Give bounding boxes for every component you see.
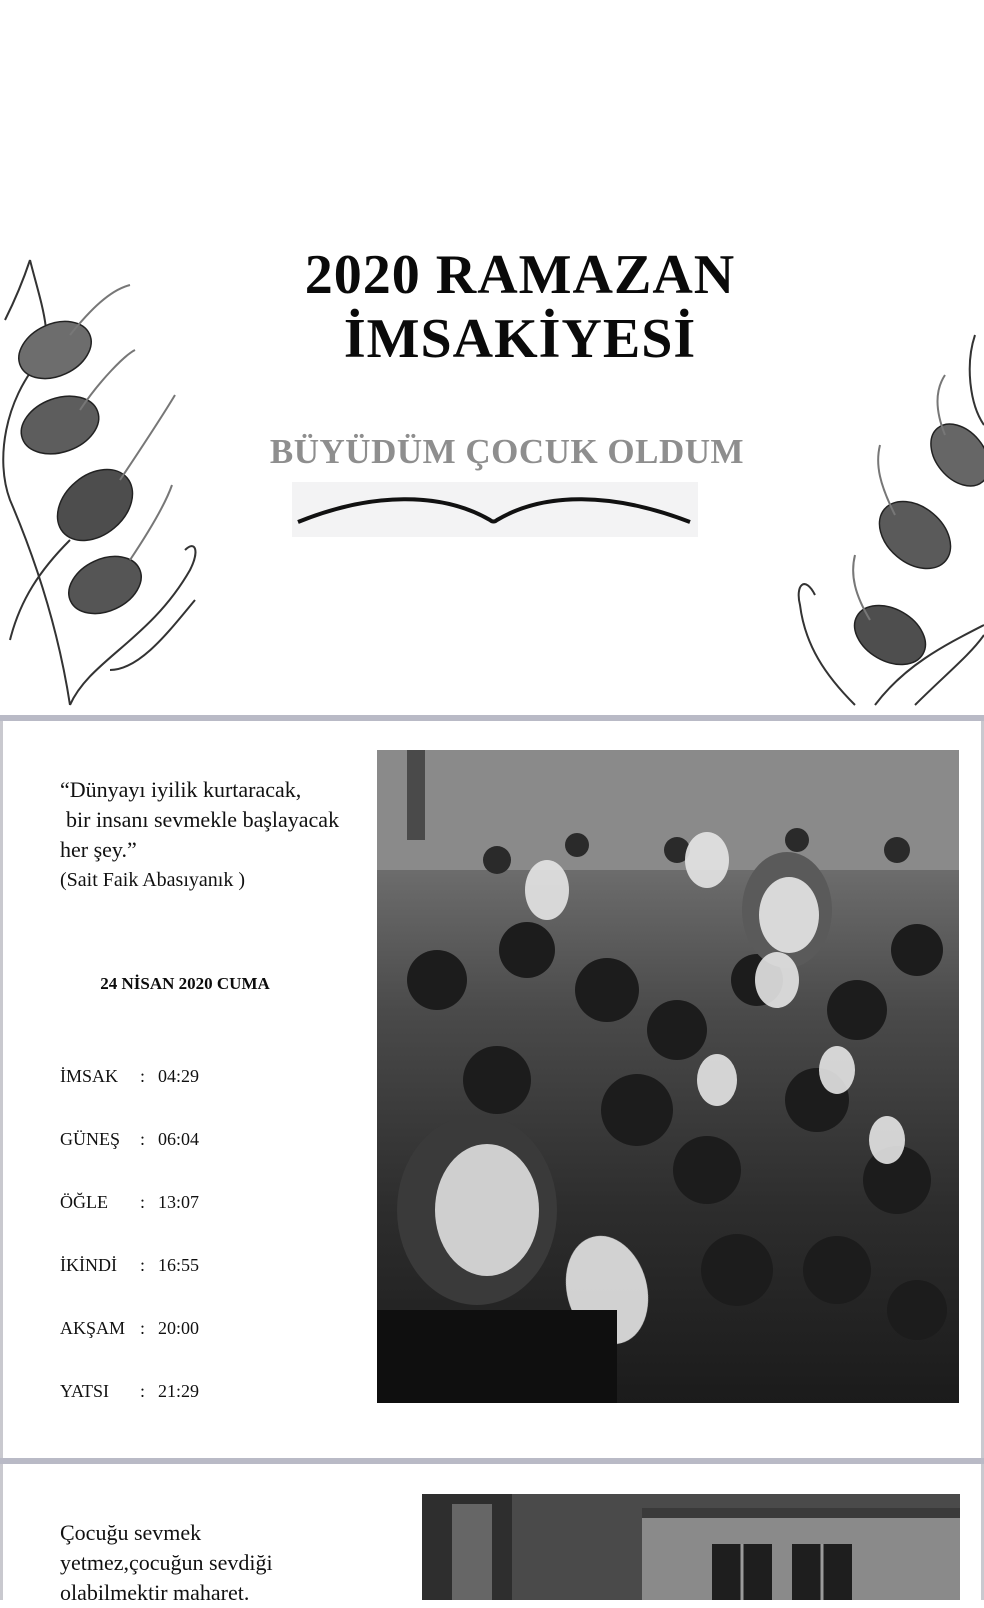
quote-next-line-2: yetmez,çocuğun sevdiği [60,1550,273,1575]
cover-section [0,0,984,715]
time-name: YATSI [60,1381,110,1401]
time-row-yatsi [60,1381,300,1405]
subtitle: BÜYÜDÜM ÇOCUK OLDUM [269,432,745,471]
time-value: 04:29 [158,1066,200,1086]
quote-line-3: her şey.” [60,837,137,862]
quote-block-next [60,1518,380,1608]
time-colon: : [140,1066,146,1086]
section-separator [0,715,984,721]
building-photo [422,1494,960,1600]
children-photo [377,750,959,1403]
time-row-ogle [60,1192,300,1216]
quote-line-1: “Dünyayı iyilik kurtaracak, [60,777,302,802]
time-name: İKİNDİ [60,1255,117,1275]
tulip-illustration-right [795,325,984,710]
time-row-ikindi [60,1255,300,1279]
time-value: 13:07 [158,1192,200,1212]
time-row-imsak [60,1066,300,1090]
time-value: 20:00 [158,1318,200,1338]
title-line-2: İMSAKİYESİ [343,308,697,370]
quote-next-line-3: olabilmektir maharet. [60,1580,250,1605]
ornament-divider [292,482,698,537]
quote-line-2: bir insanı sevmekle başlayacak [66,807,340,832]
time-row-aksam [60,1318,300,1342]
time-name: GÜNEŞ [60,1129,121,1149]
quote-next-line-1: Çocuğu sevmek [60,1520,202,1545]
time-colon: : [140,1129,146,1149]
time-value: 21:29 [158,1381,200,1401]
time-colon: : [140,1192,146,1212]
time-colon: : [140,1318,146,1338]
quote-block [60,775,380,895]
time-value: 06:04 [158,1129,200,1149]
day-date: 24 NİSAN 2020 CUMA [100,974,270,993]
time-value: 16:55 [158,1255,200,1275]
quote-author: (Sait Faik Abasıyanık ) [60,869,245,891]
time-name: İMSAK [60,1066,119,1086]
time-colon: : [140,1255,146,1275]
time-name: AKŞAM [60,1318,126,1338]
section-separator [0,1458,984,1464]
time-row-gunes [60,1129,300,1153]
time-name: ÖĞLE [60,1192,108,1212]
title-line-1: 2020 RAMAZAN [304,244,736,306]
time-colon: : [140,1381,146,1401]
